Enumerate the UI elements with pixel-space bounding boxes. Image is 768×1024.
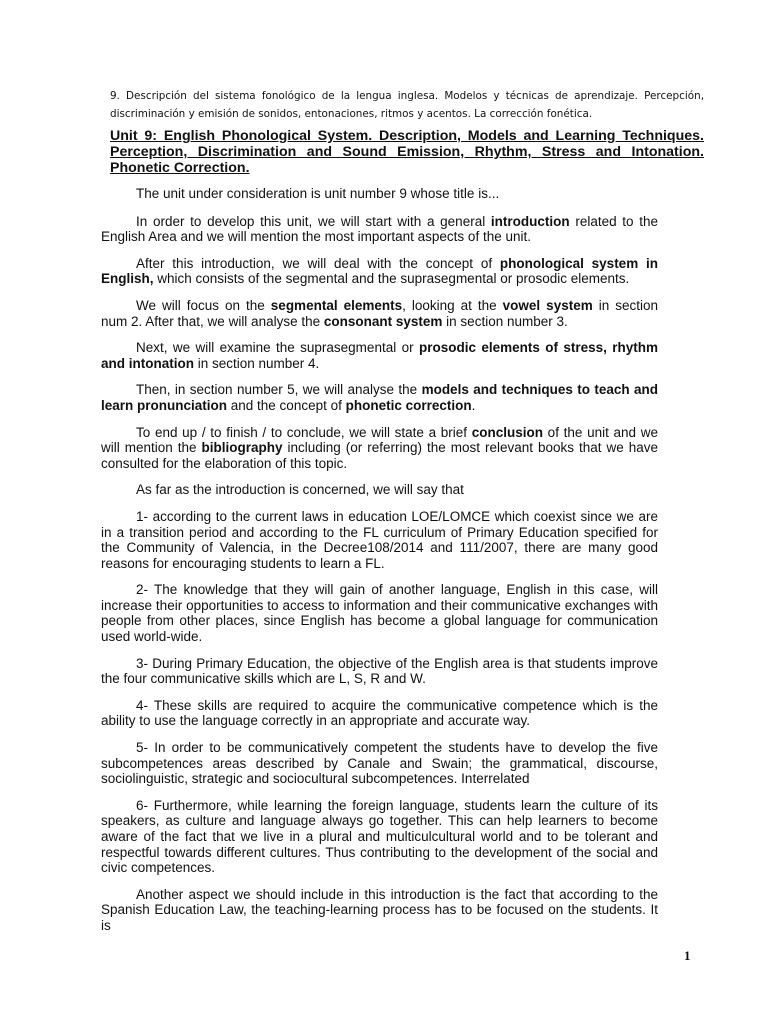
paragraph xyxy=(101,298,658,329)
bold-term: phonetic correction xyxy=(345,397,472,413)
text-span: , looking at the xyxy=(402,297,503,313)
page-number: 1 xyxy=(684,948,691,963)
paragraph: The unit under consideration is unit number 9 whose title is... xyxy=(136,186,500,201)
text-span: in section number 4. xyxy=(193,355,320,371)
text-span: We will focus on the xyxy=(136,297,271,313)
paragraph: As far as the introduction is concerned, we will say that xyxy=(136,482,464,498)
text-span: which consists of the segmental and the suprasegmental or prosodic elements. xyxy=(153,271,630,287)
document-body xyxy=(101,186,658,945)
text-span: In order to develop this unit, we will start with a general xyxy=(136,213,491,229)
paragraph: 2- The knowledge that they will gain of another language, English in this case, will increase their opportunities to access to information and their communicative exchanges with people from other places, since English has become a global language for communication used world-wide. xyxy=(101,582,658,645)
text-span: of the unit and we will mention the xyxy=(101,424,658,456)
paragraph xyxy=(101,214,658,245)
bold-term: vowel system xyxy=(502,297,593,313)
bold-term: introduction xyxy=(490,213,570,229)
paragraph: 5- In order to be communicatively competent the students have to develop the five subcompetences areas described by Canale and Swain; the grammatical, discourse, sociolinguistic, strategic and sociocultural subcompetences. Interrelated xyxy=(101,740,658,787)
text-span: in section number 3. xyxy=(442,313,568,329)
paragraph xyxy=(101,256,658,287)
paragraph: Another aspect we should include in this introduction is the fact that according to the Spanish Education Law, the teaching-learning process has to be focused on the students. It is xyxy=(101,886,658,933)
text-span: Then, in section number 5, we will analyse the xyxy=(136,382,422,398)
text-span: Next, we will examine the suprasegmental or xyxy=(136,340,419,356)
bold-term: conclusion xyxy=(471,424,543,440)
text-span: After this introduction, we will deal with the concept of xyxy=(136,255,500,271)
paragraph: 6- Furthermore, while learning the foreign language, students learn the culture of its speakers, as culture and language always go together. This can help learners to become aware of the fact that we live in a plural and multiculcultural world and to be tolerant and respectful towards different cultures. Thus contributing to the development of the social and civic competences. xyxy=(101,797,658,876)
spanish-topic-heading: 9. Descripción del sistema fonológico de la lengua inglesa. Modelos y técnicas de aprendizaje. Percepción, discriminación y emisión de sonidos, entonaciones, ritmos y acentos. La corrección fonética. xyxy=(110,90,704,120)
bold-term: consonant system xyxy=(323,313,443,329)
bold-term: models and techniques to teach and learn pronunciation xyxy=(101,382,658,413)
bold-term: bibliography xyxy=(201,440,283,456)
paragraph xyxy=(101,340,658,371)
text-span: and the concept of xyxy=(227,397,346,413)
text-span: To end up / to finish / to conclude, we will state a brief xyxy=(136,424,472,440)
text-span: including (or referring) the most relevant books that we have consulted for the elaboration of this topic. xyxy=(101,440,659,471)
text-span: in section num 2. After that, we will analyse the xyxy=(101,297,658,329)
text-span: . xyxy=(471,397,476,413)
paragraph xyxy=(101,425,658,472)
paragraph xyxy=(101,382,658,413)
bold-term: phonological system in English, xyxy=(101,255,658,287)
unit-title: Unit 9: English Phonological System. Description, Models and Learning Techniques. Perception, Discrimination and Sound Emission, Rhythm, Stress and Intonation. Phonetic Correction. xyxy=(110,128,704,176)
paragraph: 1- according to the current laws in education LOE/LOMCE which coexist since we are in a transition period and according to the FL curriculum of Primary Education specified for the Community of Valencia, in the Decree108/2014 and 111/2007, there are many good reasons for encouraging students to learn a FL. xyxy=(101,508,658,571)
text-span: related to the English Area and we will mention the most important aspects of the unit. xyxy=(101,213,659,245)
paragraph: 3- During Primary Education, the objective of the English area is that students improve the four communicative skills which are L, S, R and W. xyxy=(101,655,658,687)
paragraph: 4- These skills are required to acquire the communicative competence which is the ability to use the language correctly in an appropriate and accurate way. xyxy=(101,697,658,729)
bold-term: segmental elements xyxy=(270,297,403,313)
bold-term: prosodic elements of stress, rhythm and intonation xyxy=(101,340,658,371)
